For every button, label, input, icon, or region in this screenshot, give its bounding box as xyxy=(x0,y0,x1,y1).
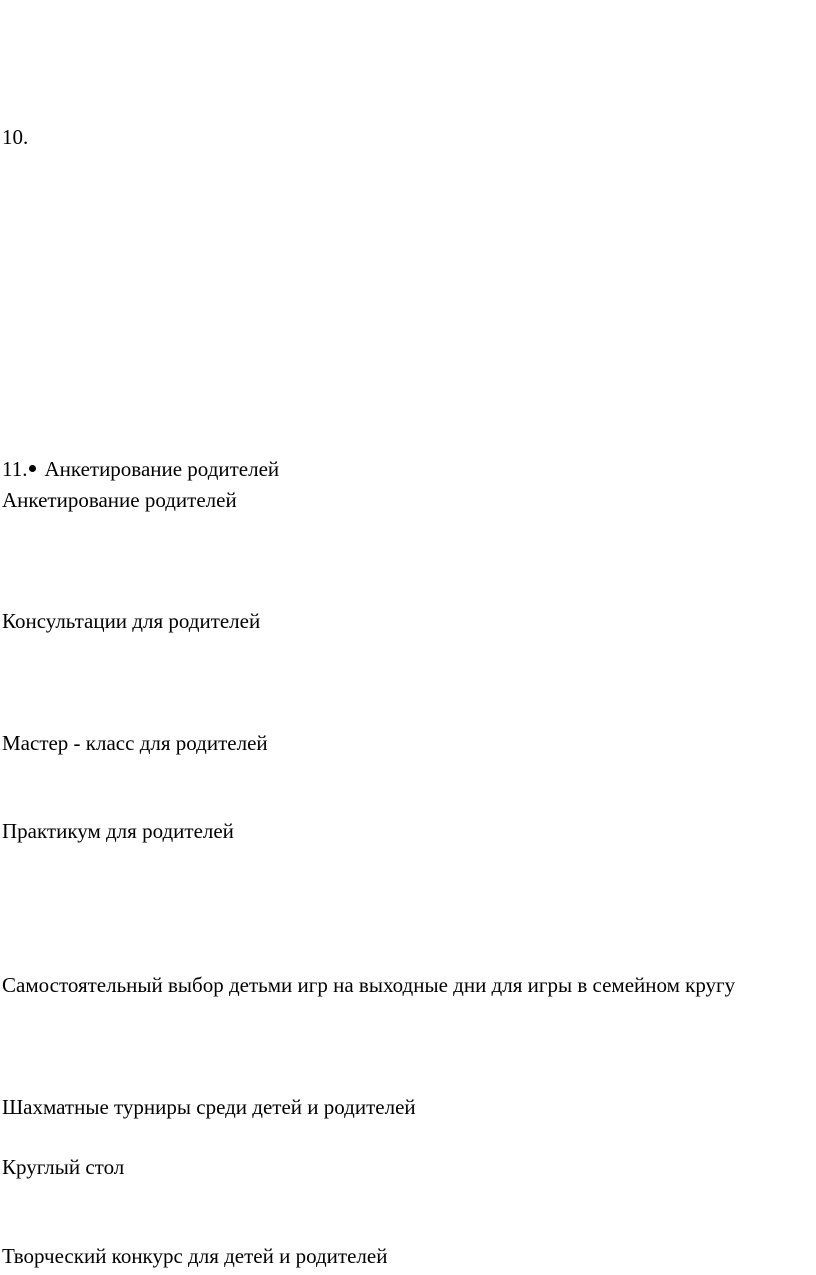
item-10-number: 10. xyxy=(2,125,29,149)
bullet-icon xyxy=(29,465,36,472)
item-11-bullet-text: Анкетирование родителей xyxy=(44,457,280,481)
item-11-number: 11. xyxy=(2,457,28,481)
survey-line: Анкетирование родителей xyxy=(2,488,237,512)
chess-tournament-line: Шахматные турниры среди детей и родителей xyxy=(2,1095,416,1119)
workshop-line: Практикум для родителей xyxy=(2,819,234,843)
game-choice-paragraph: Самостоятельный выбор детьми игр на выходные дни для игры в семейном кругу xyxy=(2,973,736,997)
consultations-line: Консультации для родителей xyxy=(2,609,261,633)
master-class-line: Мастер - класс для родителей xyxy=(2,731,268,755)
creative-contest-line: Творческий конкурс для детей и родителей xyxy=(2,1244,388,1268)
round-table-line: Круглый стол xyxy=(2,1155,125,1179)
item-11-heading xyxy=(2,455,279,483)
